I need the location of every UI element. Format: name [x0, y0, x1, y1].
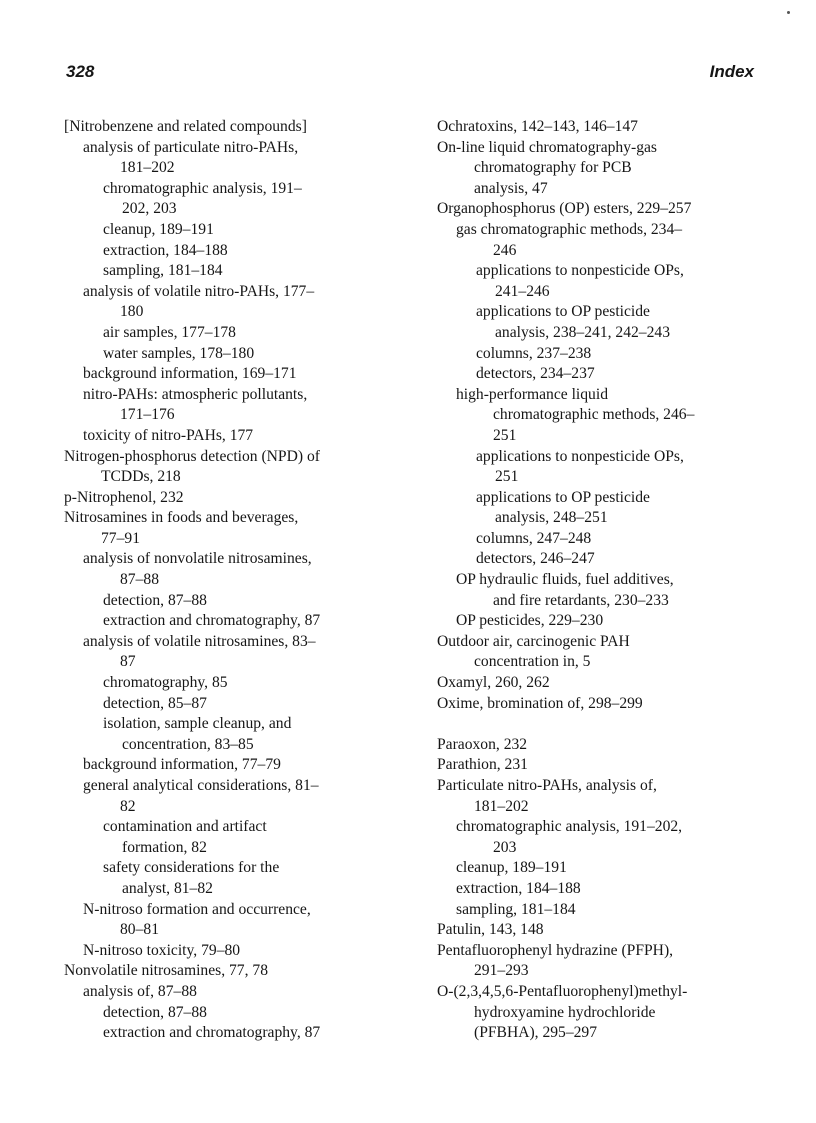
- index-subentry: [64, 364, 404, 385]
- index-entry-line: analysis of volatile nitrosamines, 83–: [83, 632, 316, 650]
- index-subentry: [437, 858, 767, 879]
- index-subentry: [437, 529, 767, 550]
- index-entry-line: Nitrogen-phosphorus detection (NPD) of: [64, 447, 320, 465]
- index-entry-line: [Nitrobenzene and related compounds]: [64, 118, 307, 135]
- running-head: Index: [709, 62, 754, 81]
- index-entry-line: extraction, 184–188: [103, 241, 228, 259]
- index-subentry: [437, 261, 767, 302]
- index-subentry: [437, 220, 767, 261]
- index-entry-line: extraction and chromatography, 87: [103, 1024, 321, 1042]
- index-entry-line: 171–176: [120, 406, 175, 424]
- index-entry-line: 251: [493, 426, 517, 444]
- index-entry-line: toxicity of nitro-PAHs, 177: [83, 426, 254, 444]
- index-entry-line: analysis, 248–251: [495, 509, 608, 527]
- index-entry: [437, 673, 767, 694]
- index-subentry: [64, 344, 404, 365]
- index-subentry: [64, 941, 404, 962]
- index-subentry: [437, 344, 767, 365]
- index-entry-line: background information, 77–79: [83, 756, 281, 774]
- index-entry-line: 241–246: [495, 282, 550, 300]
- index-entry: [437, 199, 767, 220]
- index-entry-line: analyst, 81–82: [122, 879, 213, 897]
- index-subentry: [437, 611, 767, 632]
- index-entry-line: analysis of nonvolatile nitrosamines,: [83, 550, 312, 568]
- index-entry-line: chromatographic methods, 246–: [493, 406, 695, 424]
- index-entry-line: (PFBHA), 295–297: [474, 1024, 598, 1042]
- index-entry: [64, 117, 404, 138]
- index-entry-line: detection, 87–88: [103, 1003, 207, 1021]
- index-entry-line: applications to nonpesticide OPs,: [476, 447, 684, 465]
- index-entry: [437, 755, 767, 776]
- index-subentry: [64, 817, 404, 858]
- index-entry-line: 203: [493, 838, 517, 856]
- index-entry-line: concentration in, 5: [474, 653, 591, 671]
- index-entry-line: nitro-PAHs: atmospheric pollutants,: [83, 385, 308, 403]
- index-entry-line: Particulate nitro-PAHs, analysis of,: [437, 777, 657, 794]
- index-subentry: [437, 900, 767, 921]
- page-number: 328: [66, 62, 95, 81]
- index-subentry: [437, 488, 767, 529]
- index-entry: [64, 447, 404, 488]
- index-entry-line: water samples, 178–180: [103, 344, 255, 362]
- index-subentry: [64, 714, 404, 755]
- index-entry-line: formation, 82: [122, 838, 207, 856]
- index-entry: [64, 488, 404, 509]
- index-entry-line: extraction, 184–188: [456, 879, 581, 897]
- index-entry-line: O-(2,3,4,5,6-Pentafluorophenyl)methyl-: [437, 982, 688, 1000]
- index-entry-line: columns, 247–248: [476, 529, 592, 547]
- index-entry: [437, 941, 767, 982]
- index-entry-line: OP pesticides, 229–230: [456, 612, 604, 630]
- index-entry-line: 181–202: [474, 797, 529, 815]
- index-subentry: [64, 1003, 404, 1024]
- index-subentry: [64, 385, 404, 426]
- index-entry-line: Paraoxon, 232: [437, 735, 528, 753]
- page-header: [66, 58, 754, 86]
- index-entry-line: analysis of, 87–88: [83, 982, 197, 1000]
- index-entry-line: TCDDs, 218: [101, 468, 181, 486]
- index-entry-line: Oxime, bromination of, 298–299: [437, 694, 643, 712]
- index-entry-line: analysis of volatile nitro-PAHs, 177–: [83, 282, 315, 300]
- index-entry-line: applications to OP pesticide: [476, 488, 650, 506]
- index-entry-line: sampling, 181–184: [456, 900, 576, 918]
- index-subentry: [437, 385, 767, 447]
- index-entry-line: applications to nonpesticide OPs,: [476, 262, 684, 280]
- index-subentry: [437, 447, 767, 488]
- index-entry-line: cleanup, 189–191: [456, 859, 567, 877]
- index-subentry: [64, 591, 404, 612]
- index-subentry: [437, 570, 767, 611]
- index-entry-line: detectors, 246–247: [476, 550, 595, 568]
- index-entry: [437, 117, 767, 138]
- index-entry-line: cleanup, 189–191: [103, 220, 214, 238]
- index-entry-line: columns, 237–238: [476, 344, 592, 362]
- index-subentry: [64, 261, 404, 282]
- index-subentry: [437, 817, 767, 858]
- index-entry-line: safety considerations for the: [103, 859, 280, 877]
- index-entry-line: hydroxyamine hydrochloride: [474, 1003, 656, 1021]
- index-entry-line: chromatography for PCB: [474, 159, 632, 177]
- index-entry-line: analysis, 238–241, 242–243: [495, 323, 670, 341]
- index-subentry: [437, 364, 767, 385]
- index-entry-line: N-nitroso formation and occurrence,: [83, 900, 311, 918]
- index-subentry: [64, 694, 404, 715]
- index-subentry: [64, 900, 404, 941]
- index-subentry: [64, 426, 404, 447]
- index-entry-line: high-performance liquid: [456, 385, 608, 403]
- index-entry-line: detection, 87–88: [103, 591, 207, 609]
- index-entry-line: detectors, 234–237: [476, 365, 595, 383]
- index-entry-line: Patulin, 143, 148: [437, 921, 544, 939]
- index-entry-line: 87: [120, 653, 136, 671]
- index-entry-line: 87–88: [120, 571, 159, 589]
- index-entry-line: 82: [120, 797, 136, 815]
- index-entry-line: analysis of particulate nitro-PAHs,: [83, 138, 299, 156]
- index-entry: [437, 920, 767, 941]
- index-entry-line: isolation, sample cleanup, and: [103, 715, 292, 733]
- index-subentry: [64, 241, 404, 262]
- index-subentry: [64, 1023, 404, 1044]
- index-entry-line: contamination and artifact: [103, 818, 267, 836]
- index-subentry: [64, 611, 404, 632]
- index-entry: [437, 138, 767, 200]
- index-entry-line: 251: [495, 468, 519, 486]
- index-entry-line: analysis, 47: [474, 179, 548, 197]
- index-entry-line: 77–91: [101, 529, 140, 547]
- section-gap: [437, 714, 767, 735]
- index-subentry: [64, 982, 404, 1003]
- index-subentry: [64, 179, 404, 220]
- index-entry: [437, 735, 767, 756]
- index-entry-line: concentration, 83–85: [122, 735, 254, 753]
- index-subentry: [64, 755, 404, 776]
- index-entry-line: 246: [493, 241, 517, 259]
- index-entry-line: chromatography, 85: [103, 674, 228, 692]
- index-subentry: [437, 549, 767, 570]
- index-column-right: [437, 117, 767, 1044]
- index-entry-line: 80–81: [120, 921, 159, 939]
- index-entry-line: Oxamyl, 260, 262: [437, 674, 550, 692]
- index-entry-line: Ochratoxins, 142–143, 146–147: [437, 118, 638, 135]
- index-entry-line: chromatographic analysis, 191–: [103, 179, 302, 197]
- index-subentry: [64, 323, 404, 344]
- index-entry-line: p-Nitrophenol, 232: [64, 488, 184, 506]
- index-entry-line: Outdoor air, carcinogenic PAH: [437, 632, 630, 650]
- index-entry-line: background information, 169–171: [83, 365, 297, 383]
- index-entry-line: 181–202: [120, 159, 175, 177]
- index-subentry: [64, 549, 404, 590]
- index-entry-line: 202, 203: [122, 200, 177, 218]
- scan-speck: [787, 11, 790, 14]
- index-entry-line: applications to OP pesticide: [476, 303, 650, 321]
- index-entry: [64, 961, 404, 982]
- index-entry-line: sampling, 181–184: [103, 262, 223, 280]
- index-entry-line: Nitrosamines in foods and beverages,: [64, 509, 299, 527]
- index-entry-line: detection, 85–87: [103, 694, 207, 712]
- index-entry-line: extraction and chromatography, 87: [103, 612, 321, 630]
- index-entry: [64, 508, 404, 549]
- index-entry-line: 180: [120, 303, 144, 321]
- index-subentry: [64, 858, 404, 899]
- index-entry-line: OP hydraulic fluids, fuel additives,: [456, 571, 674, 589]
- index-subentry: [437, 302, 767, 343]
- index-subentry: [437, 879, 767, 900]
- index-subentry: [64, 776, 404, 817]
- index-subentry: [64, 673, 404, 694]
- index-entry-line: general analytical considerations, 81–: [83, 777, 319, 794]
- index-entry-line: Nonvolatile nitrosamines, 77, 78: [64, 962, 268, 980]
- index-entry-line: gas chromatographic methods, 234–: [456, 220, 683, 238]
- index-entry-line: air samples, 177–178: [103, 323, 236, 341]
- index-entry: [437, 982, 767, 1044]
- index-entry: [437, 632, 767, 673]
- index-entry-line: chromatographic analysis, 191–202,: [456, 818, 683, 836]
- index-entry-line: Organophosphorus (OP) esters, 229–257: [437, 200, 692, 218]
- index-subentry: [64, 282, 404, 323]
- index-column-left: [64, 117, 404, 1044]
- index-entry: [437, 776, 767, 817]
- index-entry: [437, 694, 767, 715]
- index-entry-line: Parathion, 231: [437, 756, 528, 774]
- index-entry-line: Pentafluorophenyl hydrazine (PFPH),: [437, 941, 674, 959]
- index-entry-line: On-line liquid chromatography-gas: [437, 138, 657, 156]
- index-subentry: [64, 632, 404, 673]
- index-entry-line: and fire retardants, 230–233: [493, 591, 669, 609]
- index-subentry: [64, 220, 404, 241]
- index-entry-line: 291–293: [474, 962, 529, 980]
- index-subentry: [64, 138, 404, 179]
- index-entry-line: N-nitroso toxicity, 79–80: [83, 941, 241, 959]
